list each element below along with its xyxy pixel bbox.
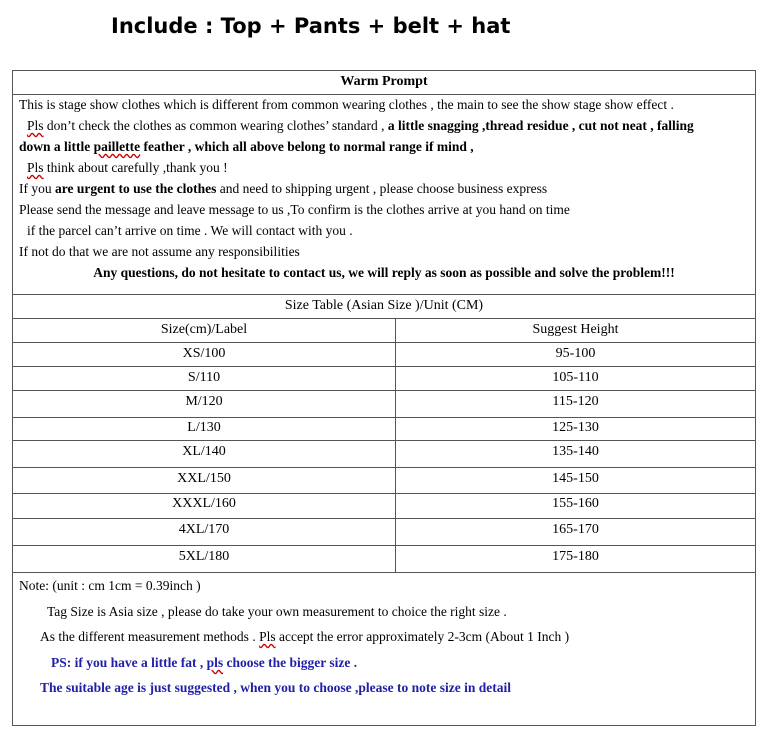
size-cell: 4XL/170 [178,522,230,537]
size-cell: 5XL/180 [178,549,230,564]
warm-line-5: If you are urgent to use the clothes and need to shipping urgent , please choose business express [19,181,548,196]
height-cell: 105-110 [552,370,599,385]
note-ps: PS: if you have a little fat , pls choose the bigger size . [51,655,358,670]
warm-line-3: down a little paillette feather , which all above belong to normal range if mind , [19,139,474,154]
warm-line-9: Any questions, do not hesitate to contact us, we will reply as soon as possible and solve the problem!!! [93,265,675,280]
note-age: The suitable age is just suggested , when you to choose ,please to note size in detail [40,680,512,695]
divider [13,390,755,391]
height-header: Suggest Height [532,322,619,337]
warm-line-6: Please send the message and leave message to us ,To confirm is the clothes arrive at you hand on time [19,202,570,217]
size-cell: XXL/150 [177,471,231,486]
warm-prompt-heading: Warm Prompt [340,74,428,89]
divider [13,440,755,441]
size-cell: XS/100 [182,346,226,361]
height-cell: 95-100 [555,346,596,361]
divider [13,467,755,468]
divider [13,294,755,295]
size-cell: L/130 [187,420,221,435]
note-tag-size: Tag Size is Asia size , please do take your own measurement to choice the right size . [47,604,507,619]
warm-line-8: If not do that we are not assume any responsibilities [19,244,300,259]
warm-line-2: Pls don’t check the clothes as common wearing clothes’ standard , a little snagging ,thread residue , cut not neat , falling [27,118,694,133]
divider [13,572,755,573]
warm-line-4: Pls think about carefully ,thank you ! [27,160,228,175]
info-panel [12,70,756,726]
divider [13,366,755,367]
divider [13,342,755,343]
divider [13,417,755,418]
divider [13,318,755,319]
height-cell: 175-180 [552,549,599,564]
divider [13,545,755,546]
size-cell: M/120 [185,394,223,409]
size-header: Size(cm)/Label [160,322,248,337]
height-cell: 125-130 [552,420,599,435]
page-title: Include : Top + Pants + belt + hat [111,14,511,38]
height-cell: 135-140 [552,444,599,459]
size-cell: XL/140 [182,444,226,459]
warm-line-1: This is stage show clothes which is different from common wearing clothes , the main to see the show stage show effect . [19,97,674,112]
note-unit: Note: (unit : cm 1cm = 0.39inch ) [19,578,201,593]
height-cell: 115-120 [552,394,599,409]
height-cell: 155-160 [552,496,599,511]
height-cell: 145-150 [552,471,599,486]
divider [13,493,755,494]
divider [13,94,755,95]
size-table-caption: Size Table (Asian Size )/Unit (CM) [284,298,484,313]
height-cell: 165-170 [552,522,599,537]
size-cell: XXXL/160 [172,496,236,511]
divider [13,518,755,519]
size-cell: S/110 [187,370,221,385]
note-measurement: As the different measurement methods . Pls accept the error approximately 2-3cm (About 1 Inch ) [40,629,570,644]
warm-line-7: if the parcel can’t arrive on time . We will contact with you . [27,223,353,238]
